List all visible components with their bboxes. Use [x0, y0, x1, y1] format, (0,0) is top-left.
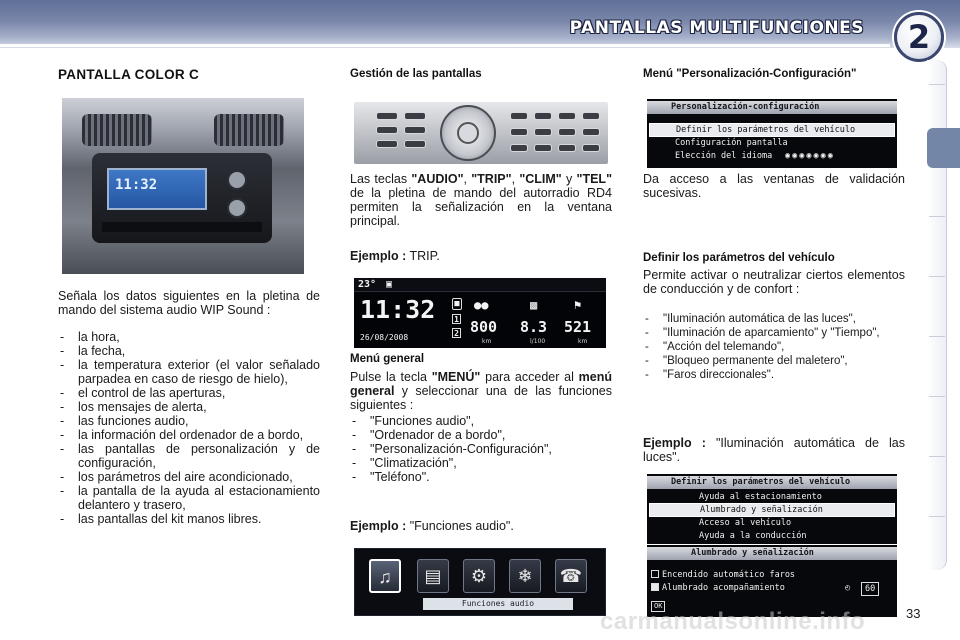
list-item: - "Teléfono".: [350, 470, 612, 484]
example-label: Ejemplo :: [643, 436, 706, 450]
duration-value: 60: [861, 582, 879, 596]
panel-button: [404, 140, 426, 148]
list-item: - "Iluminación automática de las luces",: [643, 312, 905, 326]
def-paragraph: Permite activar o neutralizar ciertos elementos de conducción y de confort :: [643, 268, 905, 296]
panel-button: [510, 128, 528, 136]
list-item: - la fecha,: [58, 344, 320, 358]
panel-button: [376, 112, 398, 120]
text-run-bold: menú general: [350, 370, 612, 398]
list-item: - la hora,: [58, 330, 320, 344]
intro-paragraph: Señala los datos siguientes en la pletina de mando del sistema audio WIP Sound :: [58, 289, 320, 317]
list-item: - las pantallas del kit manos libres.: [58, 512, 320, 526]
fuel-icon: ▩: [530, 298, 538, 312]
setting-line: [651, 569, 795, 581]
trip-car-icon: ●●: [474, 298, 489, 312]
timer-icon: ◴: [845, 583, 851, 593]
panel-button: [558, 144, 576, 152]
vehicle-settings-list: [643, 312, 905, 382]
text-run: Las teclas: [350, 172, 412, 186]
menu-line: Acceso al vehículo: [699, 518, 792, 528]
panel-button: [534, 128, 552, 136]
climate-icon: ❄: [509, 559, 541, 593]
personalization-screen: [647, 99, 897, 168]
display-clock: 11:32: [115, 177, 158, 193]
list-item: - "Acción del telemando",: [643, 340, 905, 354]
list-item: - "Bloqueo permanente del maletero",: [643, 354, 905, 368]
panel-button: [558, 112, 576, 120]
header-band: [0, 0, 960, 52]
screen-title: Personalización-configuración: [647, 101, 897, 114]
screen-title: Alumbrado y señalización: [647, 547, 897, 560]
panel-button: [376, 140, 398, 148]
watermark: carmanualsonline.info: [600, 608, 866, 635]
color-display: [107, 168, 207, 210]
list-item: - "Funciones audio",: [350, 414, 612, 428]
dashboard-photo: [62, 98, 304, 274]
subsection-title: Menú general: [350, 353, 425, 365]
active-chapter-tab: [927, 128, 960, 168]
text-run: Pulse la tecla: [350, 370, 432, 384]
text-run: para acceder al: [480, 370, 579, 384]
tab-divider: [929, 276, 945, 277]
subsection-title: Definir los parámetros del vehículo: [643, 252, 835, 264]
list-item: - la pantalla de la ayuda al estacionamiento delantero y trasero,: [58, 484, 320, 512]
menu-line-selected: Definir los parámetros del vehículo: [649, 123, 895, 137]
trip-screen: [354, 278, 606, 348]
key-audio: "AUDIO": [411, 172, 464, 186]
lock-icon: ▣: [386, 279, 393, 290]
text-run: y seleccionar una de las funciones siguientes :: [350, 384, 612, 412]
tab-divider: [929, 336, 945, 337]
storage-slot: [102, 222, 262, 232]
example-value: TRIP.: [406, 249, 440, 263]
panel-button: [582, 112, 600, 120]
example-label: Ejemplo :: [350, 519, 407, 533]
list-item: - los mensajes de alerta,: [58, 400, 320, 414]
example-trip: [350, 249, 612, 263]
trip-date: 26/08/2008: [360, 333, 409, 342]
control-panel-photo: [354, 102, 608, 164]
general-menu-screen: [354, 548, 606, 616]
air-vent: [214, 114, 284, 146]
key-menu: "MENÚ": [431, 370, 481, 384]
list-item: - "Personalización-Configuración",: [350, 442, 612, 456]
example-value: "Iluminación automática de las luces".: [643, 436, 905, 464]
unit-label: km: [482, 338, 492, 345]
outside-temperature: 23°: [358, 279, 377, 290]
panel-button: [404, 112, 426, 120]
page-header-title: PANTALLAS MULTIFUNCIONES: [569, 18, 864, 38]
header-rule: [0, 44, 890, 47]
chapter-badge: [894, 12, 944, 62]
tab-divider: [929, 216, 945, 217]
panel-button: [558, 128, 576, 136]
list-item: - el control de las aperturas,: [58, 386, 320, 400]
setting-label: Alumbrado acompañamiento: [662, 583, 785, 593]
panel-button: [582, 144, 600, 152]
menu-line-selected: Alumbrado y señalización: [649, 503, 895, 517]
section-title: Gestión de las pantallas: [350, 68, 482, 80]
trip-computer-icon: ▤: [417, 559, 449, 593]
lighting-screen: [647, 545, 897, 617]
language-flags-icon: ◉◉◉◉◉◉◉: [785, 151, 835, 161]
panel-button: [510, 112, 528, 120]
key-trip: "TRIP": [471, 172, 512, 186]
personalization-icon: ⚙: [463, 559, 495, 593]
checkbox-checked-icon: [651, 583, 659, 591]
menu-line: Configuración pantalla: [675, 138, 788, 148]
list-item: - "Faros direccionales".: [643, 368, 905, 382]
mode-number: 1: [452, 314, 461, 324]
panel-button: [376, 126, 398, 134]
control-knob: [227, 170, 247, 190]
trip-consumption: 8.3: [520, 318, 548, 336]
text-run: ,: [511, 172, 520, 186]
key-clim: "CLIM": [519, 172, 562, 186]
text-run: de la pletina de mando del autorradio RD4 permiten la señalización en la ventana principal.: [350, 186, 612, 228]
car-icon: ▪: [453, 296, 461, 311]
example-value: "Funciones audio".: [406, 519, 514, 533]
control-knob: [227, 198, 247, 218]
example-label: Ejemplo :: [350, 249, 407, 263]
screen-title: Definir los parámetros del vehículo: [647, 476, 897, 489]
list-item: - los parámetros del aire acondicionado,: [58, 470, 320, 484]
menu-line: Elección del idioma: [675, 151, 773, 161]
panel-button: [534, 112, 552, 120]
keys-paragraph: [350, 172, 612, 228]
tab-divider: [929, 84, 945, 85]
pers-paragraph: Da acceso a las ventanas de validación sucesivas.: [643, 172, 905, 200]
tab-divider: [929, 456, 945, 457]
panel-button: [582, 128, 600, 136]
menu-line: Ayuda al estacionamiento: [699, 492, 822, 502]
list-item: - las pantallas de personalización y de configuración,: [58, 442, 320, 470]
panel-button: [534, 144, 552, 152]
text-run: ,: [463, 172, 472, 186]
example-lights: [643, 436, 905, 464]
mode-number: 2: [452, 328, 461, 338]
list-item: - "Climatización",: [350, 456, 612, 470]
menu-line: Ayuda a la conducción: [699, 531, 807, 541]
checkbox-icon: [651, 570, 659, 578]
menu-function-list: [350, 414, 612, 484]
display-data-list: [58, 330, 320, 526]
chapter-number: 2: [907, 18, 931, 56]
audio-functions-icon: ♫: [369, 559, 401, 593]
tab-divider: [929, 516, 945, 517]
trip-range: 521: [564, 318, 592, 336]
menu-caption: Funciones audio: [423, 598, 573, 610]
list-item: - la temperatura exterior (el valor señalado parpadea en caso de riesgo de hielo),: [58, 358, 320, 386]
page-number: 33: [906, 606, 921, 621]
unit-label: l/100: [530, 338, 546, 345]
vehicle-parameters-screen: [647, 474, 897, 544]
panel-button: [510, 144, 528, 152]
flag-icon: ⚑: [574, 298, 582, 312]
example-audio: [350, 519, 612, 533]
text-run: y: [561, 172, 577, 186]
setting-line: [651, 582, 785, 594]
wheel-center: [457, 122, 479, 144]
unit-label: km: [578, 338, 588, 345]
list-item: - "Ordenador de a bordo",: [350, 428, 612, 442]
section-title: Menú "Personalización-Configuración": [643, 68, 857, 80]
tab-divider: [929, 396, 945, 397]
section-title: PANTALLA COLOR C: [58, 67, 200, 82]
key-tel: "TEL": [576, 172, 612, 186]
panel-button: [404, 126, 426, 134]
phone-icon: ☎: [555, 559, 587, 593]
list-item: - la información del ordenador de a bordo,: [58, 428, 320, 442]
air-vent: [82, 114, 152, 146]
menu-paragraph: [350, 370, 612, 412]
trip-clock: 11:32: [360, 295, 436, 324]
trip-distance: 800: [470, 318, 498, 336]
setting-label: Encendido automático faros: [662, 570, 796, 580]
list-item: - las funciones audio,: [58, 414, 320, 428]
ok-button: OK: [651, 601, 665, 612]
list-item: - "Iluminación de aparcamiento" y "Tiempo",: [643, 326, 905, 340]
